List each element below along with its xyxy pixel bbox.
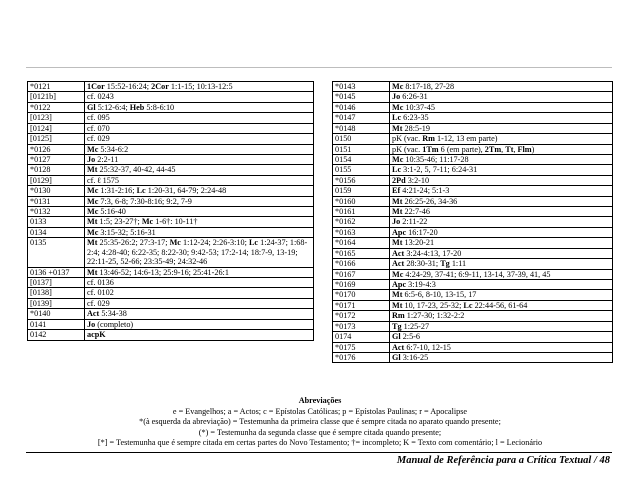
passage-text: 1:31-2:16; — [98, 186, 137, 196]
passage-text: 1:25-27 — [401, 321, 430, 331]
table-row — [28, 82, 314, 92]
manuscript-siglum: *0170 — [333, 290, 390, 300]
passage-text: cf. — [87, 175, 98, 185]
book-abbreviation: 1Tm — [422, 144, 439, 154]
manuscript-contents — [390, 154, 613, 164]
book-abbreviation: Act — [392, 248, 405, 258]
table-row — [333, 123, 613, 133]
manuscript-contents — [390, 311, 613, 321]
table-row — [333, 248, 613, 258]
table-row — [333, 342, 613, 352]
manuscript-siglum: *0166 — [333, 259, 390, 269]
passage-text: 26:25-26, 34-36 — [402, 196, 458, 206]
manuscript-table-right-body — [333, 82, 613, 363]
manuscript-contents — [390, 248, 613, 258]
book-abbreviation: Apc — [392, 280, 407, 290]
manuscript-contents — [85, 227, 314, 237]
table-row — [333, 238, 613, 248]
passage-text: ) — [531, 144, 535, 154]
passage-text: 1:1-15; 10:13-12:5 — [168, 82, 233, 91]
passage-text: cf. 029 — [87, 134, 110, 144]
book-abbreviation: Gl — [392, 352, 401, 362]
passage-text: 1:20-31, 64-79; 2:24-48 — [145, 186, 227, 196]
manuscript-siglum: [0125] — [28, 134, 85, 144]
manuscript-contents — [390, 342, 613, 352]
manuscript-contents — [85, 238, 314, 267]
passage-text: 28:30-31; — [404, 259, 441, 269]
book-abbreviation: Lc — [463, 300, 473, 310]
passage-text: pK (vac. — [392, 144, 423, 154]
book-abbreviation: Mt — [87, 217, 98, 227]
passage-text: 10:37-45 — [403, 102, 435, 112]
manuscript-siglum: 0134 — [28, 227, 85, 237]
table-row — [333, 280, 613, 290]
table-row — [28, 227, 314, 237]
manuscript-contents — [390, 259, 613, 269]
top-rule — [26, 67, 612, 68]
passage-text: 4:21-24; 5:1-3 — [400, 186, 450, 196]
table-row — [333, 134, 613, 144]
manuscript-contents — [390, 186, 613, 196]
passage-text: 22:44-56, 61-64 — [472, 300, 528, 310]
book-abbreviation: Mt — [392, 123, 403, 133]
manuscript-siglum: *0175 — [333, 342, 390, 352]
manuscript-contents — [85, 278, 314, 288]
table-row — [28, 217, 314, 227]
manuscript-siglum: *0167 — [333, 269, 390, 279]
book-abbreviation: Mt — [87, 165, 98, 175]
table-row — [28, 319, 314, 329]
book-abbreviation: Mt — [87, 267, 98, 277]
manuscript-contents — [390, 207, 613, 217]
abbreviation-line: (*) = Testemunha da segunda classe que é sempre citada quando presente; — [198, 427, 442, 437]
manuscript-contents — [390, 113, 613, 123]
book-abbreviation: Mc — [87, 207, 99, 217]
passage-text: 16:17-20 — [406, 227, 438, 237]
book-abbreviation: Mc — [392, 102, 404, 112]
table-row — [28, 123, 314, 133]
passage-text: 1:27-30; 1:32-2:2 — [404, 311, 465, 321]
manuscript-siglum: *0147 — [333, 113, 390, 123]
passage-text: 25:35-26:2; 27:3-17; — [97, 238, 170, 248]
passage-text: 13:46-52; 14:6-13; 25:9-16; 25:41-26:1 — [97, 267, 229, 277]
book-abbreviation: Tt — [505, 144, 514, 154]
table-row — [28, 267, 314, 277]
passage-text: 5:34-6:2 — [98, 144, 129, 154]
manuscript-contents — [390, 227, 613, 237]
book-abbreviation: Tg — [392, 321, 402, 331]
manuscript-siglum: 0133 — [28, 217, 85, 227]
manuscript-contents — [85, 113, 314, 123]
book-abbreviation: Mt — [87, 238, 98, 248]
manuscript-contents — [85, 186, 314, 196]
passage-text: 1:5; 23-27†; — [97, 217, 142, 227]
manuscript-siglum: 0155 — [333, 165, 390, 175]
book-abbreviation: Mc — [87, 144, 99, 154]
abbreviation-line: [*] = Testemunha que é sempre citada em certas partes do Novo Testamento; †= incompleto; K = Texto com comentário; l = Lecionário — [97, 438, 543, 447]
passage-text: 7:3, 6-8; 7:30-8:16; 9:2, 7-9 — [98, 196, 192, 206]
manuscript-contents — [85, 154, 314, 164]
book-abbreviation: Mt — [392, 196, 403, 206]
table-row — [28, 330, 314, 340]
table-row — [28, 113, 314, 123]
passage-text: 10:35-46; 11:17-28 — [403, 154, 469, 164]
manuscript-siglum: *0160 — [333, 196, 390, 206]
manuscript-contents — [390, 165, 613, 175]
manuscript-siglum: [0123] — [28, 113, 85, 123]
abbreviations-title: Abreviações — [298, 396, 342, 405]
manuscript-siglum: *0128 — [28, 165, 85, 175]
manuscript-contents — [390, 217, 613, 227]
manuscript-contents — [390, 92, 613, 102]
book-abbreviation: Ef — [392, 186, 401, 196]
manuscript-contents — [85, 267, 314, 277]
manuscript-table-right — [332, 81, 613, 363]
manuscript-contents — [390, 134, 613, 144]
manuscript-siglum: *0126 — [28, 144, 85, 154]
book-abbreviation: Lc — [392, 165, 402, 175]
book-abbreviation: Mt — [392, 300, 403, 310]
manuscript-siglum: 0135 — [28, 238, 85, 267]
table-row — [333, 175, 613, 185]
table-row — [333, 144, 613, 154]
book-abbreviation: 1Cor — [87, 82, 105, 91]
manuscript-siglum: *0145 — [333, 92, 390, 102]
passage-text: 3:2-10 — [405, 175, 430, 185]
manuscript-siglum: [0139] — [28, 298, 85, 308]
book-abbreviation: Lc — [136, 186, 146, 196]
manuscript-contents — [390, 102, 613, 112]
manuscript-contents — [390, 238, 613, 248]
manuscript-contents — [390, 196, 613, 206]
manuscript-siglum: *0163 — [333, 227, 390, 237]
manuscript-siglum: [0137] — [28, 278, 85, 288]
passage-text: , — [501, 144, 506, 154]
manuscript-contents — [390, 300, 613, 310]
abbreviation-line: *(à esquerda da abreviação) = Testemunha da primeira classe que é sempre citada no aparato quando presente; — [139, 417, 501, 426]
manuscript-contents — [390, 352, 613, 362]
book-abbreviation: Jo — [392, 92, 401, 102]
manuscript-contents — [390, 290, 613, 300]
passage-text: 15:52-16:24; — [104, 82, 152, 91]
manuscript-contents — [390, 82, 613, 92]
manuscript-siglum: *0146 — [333, 102, 390, 112]
table-row — [333, 92, 613, 102]
manuscript-siglum: 0136 +0137 — [28, 267, 85, 277]
manuscript-siglum: *0165 — [333, 248, 390, 258]
table-row — [333, 186, 613, 196]
table-row — [28, 134, 314, 144]
table-row — [28, 288, 314, 298]
passage-text: 1:12-24; 2:26-3:10; — [180, 238, 249, 248]
passage-text: 5:8-6:10 — [144, 102, 175, 112]
manuscript-table-left — [27, 81, 314, 341]
manuscript-siglum: *0176 — [333, 352, 390, 362]
manuscript-siglum: 0159 — [333, 186, 390, 196]
manuscript-contents — [85, 196, 314, 206]
table-row — [333, 82, 613, 92]
passage-text: cf. 0102 — [87, 288, 114, 298]
manuscript-contents — [85, 298, 314, 308]
manuscript-contents — [390, 144, 613, 154]
table-row — [333, 165, 613, 175]
book-abbreviation: Mc — [169, 238, 181, 248]
manuscript-siglum: 0142 — [28, 330, 85, 340]
book-abbreviation: acpK — [87, 330, 106, 340]
manuscript-siglum: *0140 — [28, 309, 85, 319]
table-row — [28, 175, 314, 185]
manuscript-siglum: *0122 — [28, 102, 85, 112]
table-row — [333, 259, 613, 269]
table-row — [28, 278, 314, 288]
manuscript-table-left-body — [28, 82, 314, 341]
manuscript-contents — [390, 280, 613, 290]
passage-text: 6 (em parte), — [438, 144, 485, 154]
passage-text: cf. 095 — [87, 113, 110, 123]
passage-text: 5:34-38 — [99, 309, 127, 319]
manuscript-siglum: *0161 — [333, 207, 390, 217]
manuscript-siglum: *0156 — [333, 175, 390, 185]
manuscript-contents — [390, 175, 613, 185]
manuscript-siglum: [0121b] — [28, 92, 85, 102]
manuscript-contents — [85, 82, 314, 92]
passage-text: 10, 17-23, 25-32; — [402, 300, 464, 310]
passage-text: 6:5-6, 8-10, 13-15, 17 — [402, 290, 477, 300]
manuscript-siglum: *0132 — [28, 207, 85, 217]
table-row — [28, 207, 314, 217]
abbreviation-line: e = Evangelhos; a = Actos; c = Epístolas Católicas; p = Epístolas Paulinas; r = Apocalipse — [172, 406, 468, 416]
table-row — [28, 92, 314, 102]
passage-text: 13:20-21 — [402, 238, 435, 248]
manuscript-siglum: 0154 — [333, 154, 390, 164]
manuscript-siglum: *0164 — [333, 238, 390, 248]
page-footer: Manual de Referência para a Crítica Textual / 48 — [396, 455, 610, 466]
table-row — [28, 309, 314, 319]
table-row — [333, 196, 613, 206]
manuscript-siglum: *0130 — [28, 186, 85, 196]
table-row — [333, 311, 613, 321]
book-abbreviation: Mc — [392, 269, 404, 279]
book-abbreviation: Gl — [392, 332, 401, 342]
table-row — [28, 102, 314, 112]
manuscript-siglum: *0173 — [333, 321, 390, 331]
abbreviations-block — [30, 396, 610, 449]
book-abbreviation: Mt — [392, 238, 403, 248]
manuscript-contents — [85, 123, 314, 133]
manuscript-siglum: [0129] — [28, 175, 85, 185]
manuscript-siglum: [0124] — [28, 123, 85, 133]
manuscript-contents — [85, 165, 314, 175]
manuscript-siglum: 0150 — [333, 134, 390, 144]
book-abbreviation: Jo — [87, 319, 96, 329]
passage-text: 22:7-46 — [402, 207, 430, 217]
passage-text: 25:32-37, 40-42, 44-45 — [97, 165, 176, 175]
footer-rule — [26, 452, 612, 453]
passage-text: pK (vac. — [392, 134, 423, 144]
table-row — [333, 300, 613, 310]
book-abbreviation: Lc — [248, 238, 259, 248]
table-row — [28, 154, 314, 164]
book-abbreviation: Lc — [392, 113, 402, 123]
manuscript-contents — [85, 92, 314, 102]
manuscript-contents — [85, 134, 314, 144]
passage-text: 1:24-37; 1:68-2:4; 4:28-40; 6:22-35; 8:22-30; 9:42-53; 17:2-14; 18:7-9, 13-19; 22:11-25, 52-66; 23:35-49; 24:32-46 — [87, 238, 308, 267]
passage-text: 3:16-25 — [400, 352, 429, 362]
manuscript-contents — [85, 144, 314, 154]
manuscript-contents — [390, 269, 613, 279]
table-row — [28, 186, 314, 196]
book-abbreviation: Mc — [392, 154, 404, 164]
passage-text: (completo) — [95, 319, 134, 329]
table-row — [28, 144, 314, 154]
table-row — [28, 238, 314, 267]
table-row — [28, 196, 314, 206]
book-abbreviation: Act — [87, 309, 100, 319]
passage-text: 1:11 — [449, 259, 467, 269]
manuscript-siglum: *0172 — [333, 311, 390, 321]
table-row — [333, 352, 613, 362]
book-abbreviation: Tg — [440, 259, 450, 269]
book-abbreviation: Mc — [87, 196, 99, 206]
table-row — [333, 269, 613, 279]
manuscript-contents — [85, 309, 314, 319]
passage-text: 1575 — [100, 175, 119, 185]
table-row — [333, 321, 613, 331]
passage-text: 2:5-6 — [400, 332, 420, 342]
table-row — [333, 332, 613, 342]
book-abbreviation: ℓ — [97, 175, 101, 185]
manuscript-contents — [85, 330, 314, 340]
passage-text: 5:16-40 — [98, 207, 126, 217]
book-abbreviation: Mc — [392, 82, 404, 91]
passage-text: 4:24-29, 37-41; 6:9-11, 13-14, 37-39, 41, 45 — [403, 269, 551, 279]
passage-text: , — [513, 144, 518, 154]
passage-text: 28:5-19 — [402, 123, 430, 133]
manuscript-siglum: *0143 — [333, 82, 390, 92]
passage-text: 3:15-32; 5:16-31 — [98, 227, 156, 237]
book-abbreviation: Act — [392, 342, 405, 352]
manuscript-siglum: *0162 — [333, 217, 390, 227]
book-abbreviation: Mt — [392, 290, 403, 300]
manuscript-contents — [390, 332, 613, 342]
manuscript-contents — [390, 123, 613, 133]
manuscript-siglum: 0151 — [333, 144, 390, 154]
manuscript-siglum: *0169 — [333, 280, 390, 290]
book-abbreviation: Jo — [392, 217, 401, 227]
table-row — [333, 217, 613, 227]
table-row — [333, 102, 613, 112]
book-abbreviation: Act — [392, 259, 405, 269]
book-abbreviation: Mc — [87, 227, 99, 237]
table-row — [333, 207, 613, 217]
table-row — [28, 165, 314, 175]
book-abbreviation: Mc — [141, 217, 154, 227]
passage-text: cf. 029 — [87, 298, 110, 308]
table-row — [333, 227, 613, 237]
passage-text: 1-6†: 10-11† — [153, 217, 198, 227]
passage-text: 2:2-11 — [95, 154, 119, 164]
passage-text: 2:11-22 — [400, 217, 428, 227]
manuscript-siglum: *0171 — [333, 300, 390, 310]
manuscript-contents — [85, 175, 314, 185]
table-row — [28, 298, 314, 308]
passage-text: 1-12, 13 em parte) — [434, 134, 498, 144]
book-abbreviation: Flm — [517, 144, 532, 154]
manuscript-contents — [85, 207, 314, 217]
manuscript-siglum: *0127 — [28, 154, 85, 164]
passage-text: 3:1-2, 5, 7-11; 6:24-31 — [401, 165, 478, 175]
book-abbreviation: Mc — [87, 186, 99, 196]
book-abbreviation: Heb — [129, 102, 145, 112]
table-row — [333, 113, 613, 123]
passage-text: 6:23-35 — [401, 113, 429, 123]
book-abbreviation: Rm — [392, 311, 405, 321]
passage-text: cf. 070 — [87, 123, 110, 133]
manuscript-contents — [85, 319, 314, 329]
book-abbreviation: Mt — [392, 207, 403, 217]
manuscript-contents — [85, 288, 314, 298]
table-row — [333, 154, 613, 164]
passage-text: 5:12-6:4; — [95, 102, 130, 112]
book-abbreviation: 2Cor — [151, 82, 169, 91]
manuscript-contents — [85, 217, 314, 227]
passage-text: cf. 0136 — [87, 278, 114, 288]
manuscript-siglum: 0174 — [333, 332, 390, 342]
manuscript-siglum: *0148 — [333, 123, 390, 133]
manuscript-contents — [390, 321, 613, 331]
passage-text: 3:19-4:3 — [406, 280, 436, 290]
table-row — [333, 290, 613, 300]
manuscript-siglum: 0141 — [28, 319, 85, 329]
manuscript-siglum: [0138] — [28, 288, 85, 298]
manuscript-siglum: *0121 — [28, 82, 85, 92]
book-abbreviation: 2Pd — [392, 175, 406, 185]
manuscript-siglum: *0131 — [28, 196, 85, 206]
passage-text: 8:17-18, 27-28 — [403, 82, 455, 91]
book-abbreviation: 2Tm — [484, 144, 502, 154]
passage-text: 6:7-10, 12-15 — [404, 342, 451, 352]
book-abbreviation: Gl — [87, 102, 96, 112]
book-abbreviation: Jo — [87, 154, 96, 164]
passage-text: 3:24-4:13, 17-20 — [404, 248, 462, 258]
book-abbreviation: Rm — [422, 134, 435, 144]
book-abbreviation: Apc — [392, 227, 407, 237]
passage-text: 6:26-31 — [400, 92, 428, 102]
manuscript-contents — [85, 102, 314, 112]
passage-text: cf. 0243 — [87, 92, 114, 102]
